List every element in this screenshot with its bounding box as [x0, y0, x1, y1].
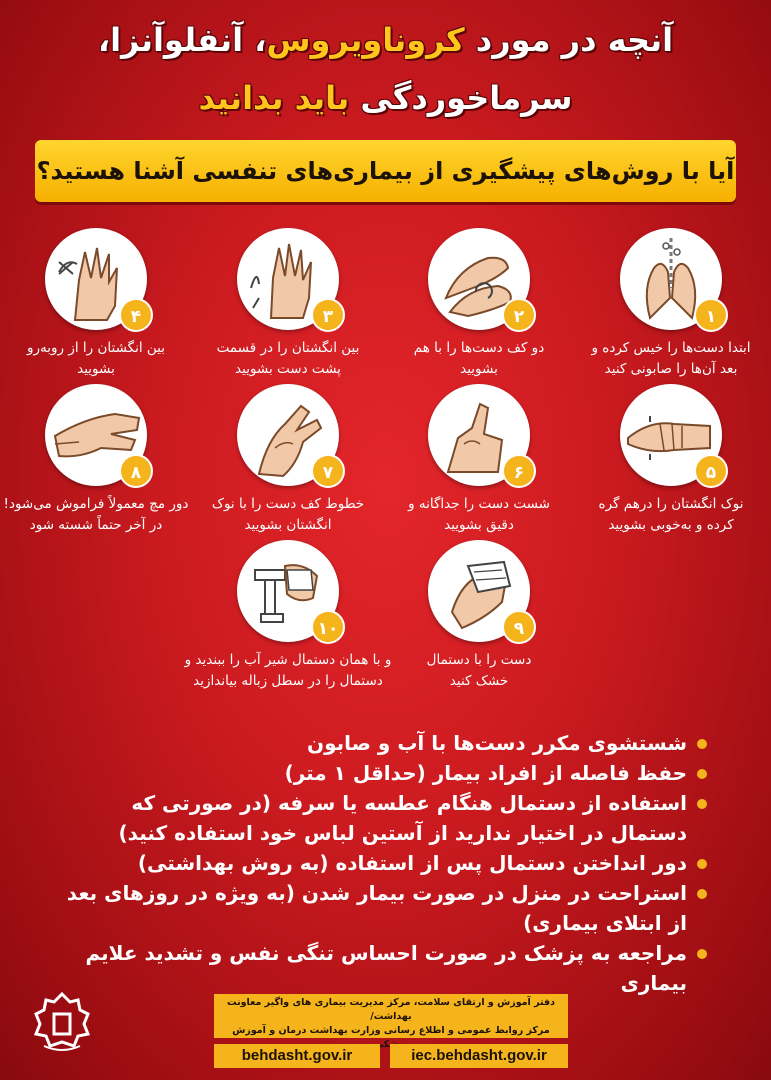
caption-line: شست دست را جداگانه و [408, 496, 550, 512]
caption-line: دور مچ معمولاً فراموش می‌شود! [3, 496, 189, 512]
step-number-badge: ۱۰ [311, 610, 345, 644]
step-caption [384, 650, 574, 692]
prevention-tips-list [49, 728, 709, 998]
step-1 [576, 228, 766, 380]
step-caption [576, 338, 766, 380]
step-caption [384, 338, 574, 380]
step-9 [384, 540, 574, 692]
caption-line: ابتدا دست‌ها را خیس کرده و [591, 340, 751, 356]
step-number-badge: ۴ [119, 298, 153, 332]
tip-item: استفاده از دستمال هنگام عطسه یا سرفه (در صورتی که دستمال در اختیار ندارید از آستین لباس خود استفاده کنید) [49, 788, 709, 848]
wrist-wash-icon [45, 384, 147, 486]
towel-dry-icon [428, 540, 530, 642]
footer-credit-line: دفتر آموزش و ارتقای سلامت، مرکز مدیریت بیماری های واگیر معاونت بهداشت/ [227, 997, 555, 1022]
back-of-hand-icon [237, 228, 339, 330]
tip-item: استراحت در منزل در صورت بیمار شدن (به ویژه در روزهای بعد از ابتلای بیماری) [49, 878, 709, 938]
step-5 [576, 384, 766, 536]
step-8 [1, 384, 191, 536]
caption-line: خشک کنید [449, 673, 509, 689]
caption-line: دو کف دست‌ها را با هم [413, 340, 545, 356]
caption-line: نوک انگشتان را درهم گره [598, 496, 744, 512]
title-highlight: باید بدانید [198, 79, 361, 117]
step-number-badge: ۷ [311, 454, 345, 488]
palm-lines-icon [237, 384, 339, 486]
thumb-wash-icon [428, 384, 530, 486]
caption-line: بین انگشتان را از روبه‌رو [27, 340, 165, 356]
interlaced-fingers-icon [45, 228, 147, 330]
tip-item: شستشوی مکرر دست‌ها با آب و صابون [49, 728, 709, 758]
step-number-badge: ۸ [119, 454, 153, 488]
caption-line: دست را با دستمال [426, 652, 532, 668]
ministry-logo-icon [30, 992, 94, 1054]
caption-line: بشویید [77, 361, 115, 377]
caption-line: بعد آن‌ها را صابونی کنید [604, 361, 738, 377]
step-number-badge: ۳ [311, 298, 345, 332]
wet-hands-icon [620, 228, 722, 330]
step-caption [193, 338, 383, 380]
title-highlight: کروناویروس [266, 21, 465, 59]
step-10 [168, 540, 408, 692]
step-3 [193, 228, 383, 380]
caption-line: خطوط کف دست را با نوک [211, 496, 365, 512]
tip-item: مراجعه به پزشک در صورت احساس تنگی نفس و تشدید علایم بیماری [49, 938, 709, 998]
step-7 [193, 384, 383, 536]
caption-line: و با همان دستمال شیر آب را ببندید و [184, 652, 392, 668]
palms-rub-icon [428, 228, 530, 330]
step-caption [168, 650, 408, 692]
title-text: آنچه در مورد [464, 21, 674, 59]
step-number-badge: ۱ [694, 298, 728, 332]
caption-line: انگشتان بشویید [244, 517, 332, 533]
footer-credit-line: مرکز روابط عمومی و اطلاع رسانی وزارت بهداشت درمان و آموزش [232, 1025, 550, 1036]
step-6 [384, 384, 574, 536]
step-2 [384, 228, 574, 380]
poster-title [0, 12, 771, 126]
caption-line: دقیق بشویید [444, 517, 514, 533]
close-tap-icon [237, 540, 339, 642]
step-caption [1, 338, 191, 380]
title-text: ، آنفلوآنزا، [97, 21, 267, 59]
step-4 [1, 228, 191, 380]
website-link-iec[interactable]: iec.behdasht.gov.ir [390, 1044, 568, 1068]
step-number-badge: ۶ [502, 454, 536, 488]
step-number-badge: ۹ [502, 610, 536, 644]
tip-item: دور انداختن دستمال پس از استفاده (به روش بهداشتی) [49, 848, 709, 878]
caption-line: دستمال را در سطل زباله بیاندازید [193, 673, 383, 689]
caption-line: بین انگشتان را در قسمت [216, 340, 360, 356]
website-link-behdasht[interactable]: behdasht.gov.ir [214, 1044, 380, 1068]
step-caption [193, 494, 383, 536]
step-number-badge: ۲ [502, 298, 536, 332]
title-line-1 [0, 12, 771, 68]
question-banner [35, 140, 736, 202]
caption-line: بشویید [460, 361, 498, 377]
caption-line: در آخر حتماً شسته شود [29, 517, 163, 533]
caption-line: کرده و به‌خوبی بشویید [608, 517, 734, 533]
title-line-2 [0, 70, 771, 126]
caption-line: پشت دست بشویید [235, 361, 341, 377]
tip-item: حفظ فاصله از افراد بیمار (حداقل ۱ متر) [49, 758, 709, 788]
step-caption [384, 494, 574, 536]
step-caption [576, 494, 766, 536]
fingertips-icon [620, 384, 722, 486]
footer-credits [214, 994, 568, 1038]
step-caption [1, 494, 191, 536]
question-text: آیا با روش‌های پیشگیری از بیماری‌های تنفسی آشنا هستید؟ [36, 157, 735, 185]
title-text: سرماخوردگی [360, 79, 573, 117]
step-number-badge: ۵ [694, 454, 728, 488]
